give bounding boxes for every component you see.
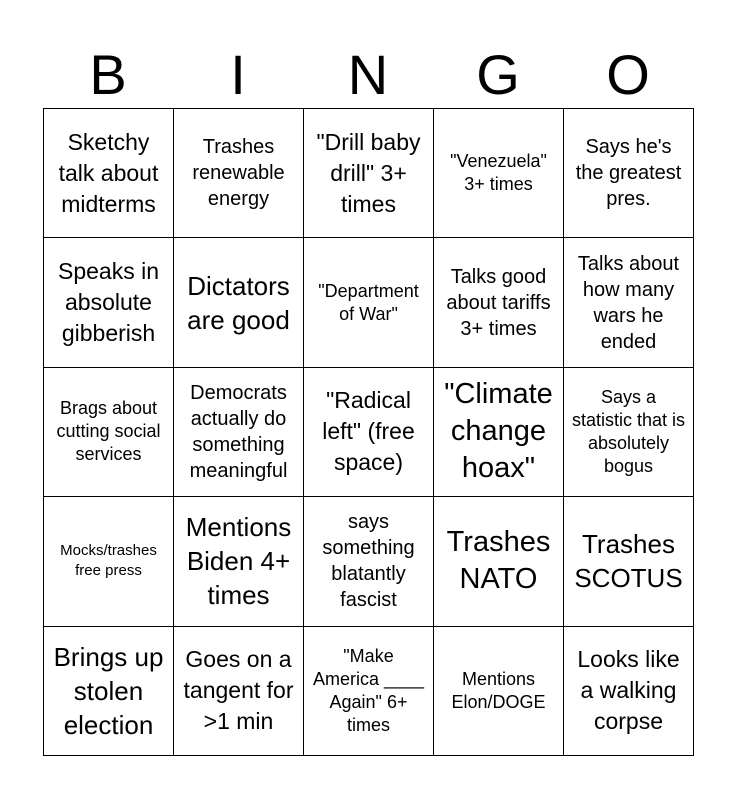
bingo-cell[interactable]: says something blatantly fascist — [304, 497, 434, 626]
bingo-cell[interactable]: Goes on a tangent for >1 min — [174, 626, 304, 755]
bingo-cell[interactable]: Mentions Biden 4+ times — [174, 497, 304, 626]
bingo-row-1 — [44, 109, 694, 238]
bingo-row-2 — [44, 238, 694, 367]
bingo-cell[interactable]: Talks about how many wars he ended — [564, 238, 694, 367]
bingo-cell[interactable]: "Drill baby drill" 3+ times — [304, 109, 434, 238]
bingo-cell[interactable]: "Department of War" — [304, 238, 434, 367]
header-letter-n: N — [347, 43, 389, 106]
bingo-cell[interactable]: "Climate change hoax" — [434, 367, 564, 496]
bingo-cell[interactable]: Looks like a walking corpse — [564, 626, 694, 755]
bingo-cell[interactable]: Dictators are good — [174, 238, 304, 367]
header-letter-i: I — [230, 43, 246, 106]
bingo-cell[interactable]: "Make America ____ Again" 6+ times — [304, 626, 434, 755]
header-letter-g: G — [476, 43, 520, 106]
bingo-cell[interactable]: Democrats actually do something meaningful — [174, 367, 304, 496]
bingo-cell[interactable]: Trashes NATO — [434, 497, 564, 626]
bingo-header — [43, 40, 693, 110]
bingo-cell free-space[interactable]: "Radical left" (free space) — [304, 367, 434, 496]
bingo-cell[interactable]: Brings up stolen election — [44, 626, 174, 755]
bingo-cell[interactable]: Talks good about tariffs 3+ times — [434, 238, 564, 367]
header-letter-o: O — [606, 43, 650, 106]
bingo-cell[interactable]: "Venezuela" 3+ times — [434, 109, 564, 238]
bingo-cell[interactable]: Says he's the greatest pres. — [564, 109, 694, 238]
bingo-cell[interactable]: Trashes SCOTUS — [564, 497, 694, 626]
bingo-cell[interactable]: Mentions Elon/DOGE — [434, 626, 564, 755]
bingo-cell[interactable]: Says a statistic that is absolutely bogus — [564, 367, 694, 496]
bingo-cell[interactable]: Trashes renewable energy — [174, 109, 304, 238]
bingo-row-5 — [44, 626, 694, 755]
bingo-card — [43, 108, 694, 756]
bingo-row-3 — [44, 367, 694, 496]
header-letter-b: B — [89, 43, 127, 106]
bingo-cell[interactable]: Sketchy talk about midterms — [44, 109, 174, 238]
bingo-cell[interactable]: Brags about cutting social services — [44, 367, 174, 496]
bingo-cell[interactable]: Mocks/trashes free press — [44, 497, 174, 626]
bingo-row-4 — [44, 497, 694, 626]
bingo-cell[interactable]: Speaks in absolute gibberish — [44, 238, 174, 367]
